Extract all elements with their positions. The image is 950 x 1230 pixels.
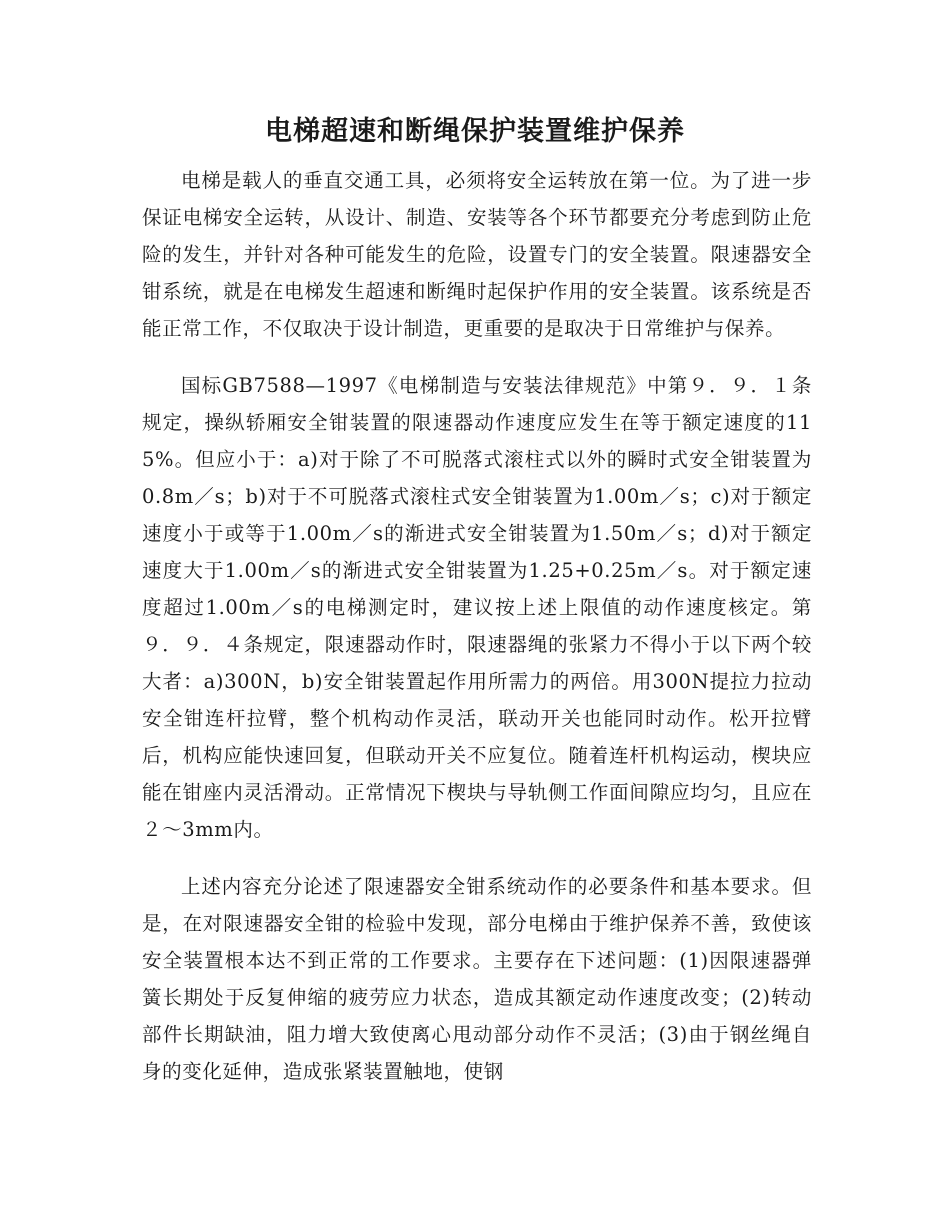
paragraph-standard: 国标GB7588—1997《电梯制造与安装法律规范》中第９．９．１条规定，操纵轿厢安全钳装置的限速器动作速度应发生在等于额定速度的115%。但应小于：a)对于除了不可脱落式滚柱式以外的瞬时式安全钳装置为0.8m／s；b)对于不可脱落式滚柱式安全钳装置为1.00m／s；c)对于额定速度小于或等于1.00m／s的渐进式安全钳装置为1.50m／s；d)对于额定速度大于1.00m／s的渐进式安全钳装置为1.25+0.25m／s。对于额定速度超过1.00m／s的电梯测定时，建议按上述上限值的动作速度核定。第９．９．４条规定，限速器动作时，限速器绳的张紧力不得小于以下两个较大者：a)300N，b)安全钳装置起作用所需力的两倍。用300N提拉力拉动安全钳连杆拉臂，整个机构动作灵活，联动开关也能同时动作。松开拉臂后，机构应能快速回复，但联动开关不应复位。随着连杆机构运动，楔块应能在钳座内灵活滑动。正常情况下楔块与导轨侧工作面间隙应均匀，且应在２～3mm内。: [142, 374, 812, 841]
document-title: 电梯超速和断绳保护装置维护保养: [265, 116, 685, 147]
paragraph-intro: 电梯是载人的垂直交通工具，必须将安全运转放在第一位。为了进一步保证电梯安全运转，从设计、制造、安装等各个环节都要充分考虑到防止危险的发生，并针对各种可能发生的危险，设置专门的安全装置。限速器安全钳系统，就是在电梯发生超速和断绳时起保护作用的安全装置。该系统是否能正常工作，不仅取决于设计制造，更重要的是取决于日常维护与保养。: [142, 169, 812, 340]
paragraph-problems: 上述内容充分论述了限速器安全钳系统动作的必要条件和基本要求。但是，在对限速器安全钳的检验中发现，部分电梯由于维护保养不善，致使该安全装置根本达不到正常的工作要求。主要存在下述问题：(1)因限速器弹簧长期处于反复伸缩的疲劳应力状态，造成其额定动作速度改变；(2)转动部件长期缺油，阻力增大致使离心甩动部分动作不灵活；(3)由于钢丝绳自身的变化延伸，造成张紧装置触地，使钢: [142, 875, 812, 1083]
document-body: [142, 162, 812, 1110]
